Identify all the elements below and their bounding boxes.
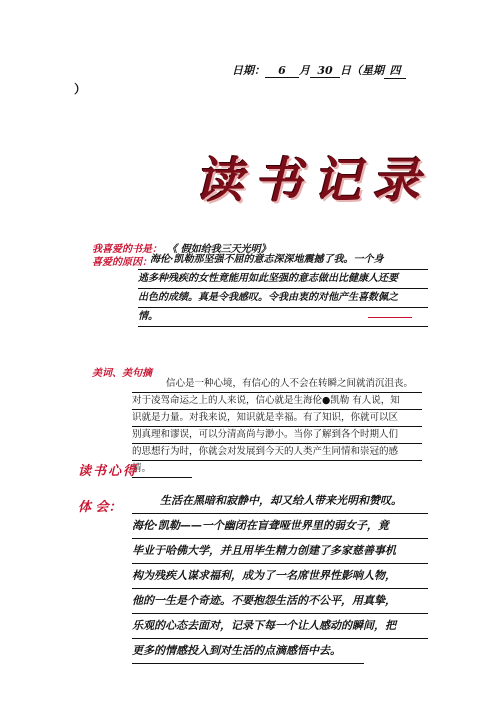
experience-line: 毕业于哈佛大学，并且用毕生精力创建了多家慈善事机 — [132, 539, 428, 564]
date-month-label: 月 — [299, 64, 310, 77]
date-day: 30 — [310, 64, 340, 78]
quote-line: 识就是力量。对我来说，知识就是幸福。有了知识，你就可以区 — [132, 410, 422, 427]
date-close-paren: ） — [74, 82, 87, 96]
experience-line: 生活在黑暗和寂静中，却又给人带来光明和赞叹。 — [132, 489, 428, 514]
title-char: 书 — [253, 153, 302, 209]
date-weekday: 四 — [384, 62, 406, 79]
favorite-book-label: 我喜爱的书是： — [92, 244, 162, 255]
date-day-label: 日（星期 — [340, 64, 384, 77]
date-line — [232, 62, 406, 79]
experience-line: 构为残疾人谋求福利，成为了一名席世界性影响人物， — [132, 564, 428, 589]
quote-line: 别真理和谬误，可以分清高尚与渺小。当你了解到各个时期人们 — [132, 427, 422, 444]
quote-line: 的思想行为时，你就会对发展到今天的人类产生同情和崇冠的感 — [132, 444, 422, 461]
red-underline — [368, 317, 412, 318]
favorite-book-value: 《 假如给我三天光明》 — [167, 244, 271, 255]
reason-label: 喜爱的原因： — [92, 257, 152, 268]
quote-line: 情。 — [132, 461, 192, 478]
quotes-text — [132, 376, 422, 478]
page-title — [195, 142, 420, 211]
title-char: 录 — [371, 153, 420, 209]
title-char: 记 — [312, 153, 361, 209]
experience-line: 海伦·凯勒——一个幽闭在盲聋哑世界里的弱女子，竟 — [132, 514, 428, 539]
quote-line: 信心是一种心境，有信心的人不会在转瞬之间就消沉沮丧。 — [132, 376, 422, 393]
reflection-heading: 读书心得 — [78, 464, 139, 479]
reason-line: 情。 — [138, 308, 428, 327]
reason-line: 海伦·凯勒那坚强不屈的意志深深地震撼了我。一个身 — [138, 251, 428, 270]
experience-label: 体 会： — [78, 500, 122, 515]
reason-text — [138, 251, 428, 327]
experience-line: 他的一生是个奇迹。不要抱怨生活的不公平，用真挚， — [132, 589, 428, 614]
quote-line: 对于凌驾命运之上的人来说，信心就是生海伦●凯勒 有人说，知 — [132, 393, 422, 410]
experience-line: 乐观的心态去面对，记录下每一个让人感动的瞬间，把 — [132, 614, 428, 639]
reason-line: 逃多种残疾的女性竟能用如此坚强的意志做出比健康人还要 — [138, 270, 428, 289]
quotes-label: 美词、美句摘 — [92, 368, 152, 379]
date-month: 6 — [265, 64, 299, 78]
title-char: 读 — [195, 153, 244, 209]
experience-line: 更多的情感投入到对生活的点滴感悟中去。 — [132, 639, 364, 664]
reason-line: 出色的成绩。真是令我感叹。令我由衷的对他产生喜数佩之 — [138, 289, 428, 308]
experience-text — [132, 489, 428, 664]
date-label: 日期： — [232, 64, 265, 77]
